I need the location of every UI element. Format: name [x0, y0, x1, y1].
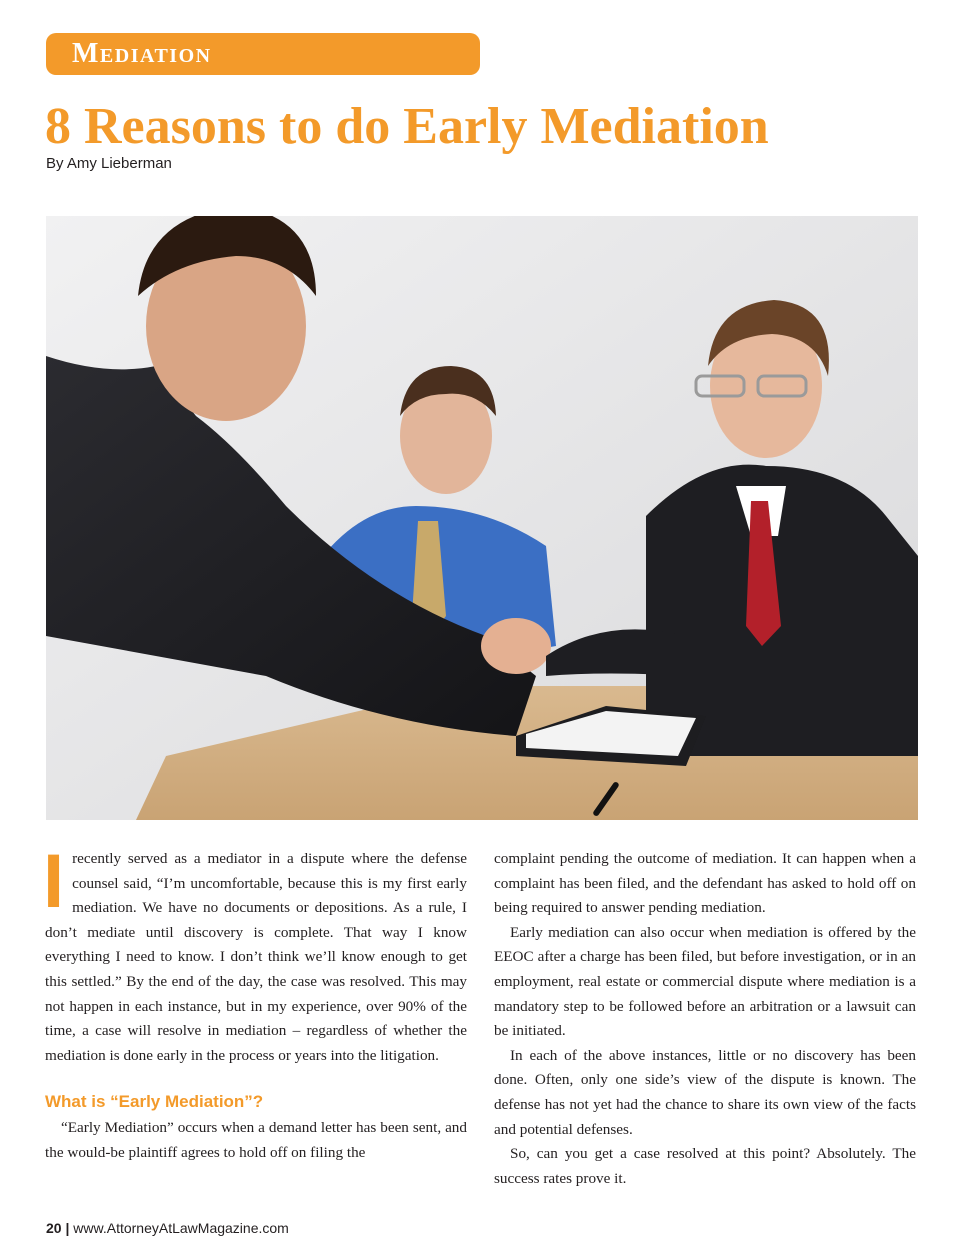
- article-paragraph: So, can you get a case resolved at this point? Absolutely. The success rates prove it.: [494, 1145, 916, 1187]
- article-paragraph: Early mediation can also occur when mediation is offered by the EEOC after a charge has been filed, but before investigation, or in an employment, real estate or commercial dispute where mediation is a mandatory step to be followed before an arbitration or a lawsuit can be initiated.: [494, 923, 916, 1040]
- article-intro-paragraph: [43, 839, 467, 1068]
- section-label-banner: [46, 33, 480, 75]
- article-paragraph: complaint pending the outcome of mediation. It can happen when a complaint has been filed, and the defendant has asked to hold off on being required to answer pending mediation.: [494, 850, 916, 917]
- article-paragraph: “Early Mediation” occurs when a demand letter has been sent, and the would-be plaintiff agrees to hold off on filing the: [45, 1119, 467, 1161]
- article-column-left: [43, 839, 467, 1166]
- article-column-right: [494, 847, 916, 1191]
- intro-text: recently served as a mediator in a dispute where the defense counsel said, “I’m uncomfortable, because this is my first early mediation. We have no documents or depositions. As a rule, I don’t mediate until discovery is complete. That way I know everything I need to know. I don’t think we’ll know enough to get this settled.” By the end of the day, the case was resolved. This may not happen in each instance, but in my experience, over 90% of the time, a case will resolve in mediation – regardless of whether the mediation is done early in the process or years into the litigation.: [45, 850, 467, 1064]
- footer-separator: |: [65, 1220, 70, 1236]
- handshake-meeting-photo-icon: [46, 216, 918, 820]
- page-footer: [46, 1220, 289, 1236]
- section-subhead: What is “Early Mediation”?: [45, 1092, 264, 1112]
- drop-cap: I: [43, 839, 65, 924]
- section-label: Mediation: [72, 38, 212, 69]
- article-photo: [46, 216, 918, 820]
- article-paragraph: In each of the above instances, little or no discovery has been done. Often, only one side’s view of the dispute is known. The defense has not yet had the chance to share its own view of the facts and potential defenses.: [494, 1046, 916, 1138]
- article-title: 8 Reasons to do Early Mediation: [45, 98, 769, 155]
- footer-url-link[interactable]: www.AttorneyAtLawMagazine.com: [73, 1220, 289, 1236]
- page-number: 20: [46, 1220, 62, 1236]
- byline: By Amy Lieberman: [46, 155, 172, 172]
